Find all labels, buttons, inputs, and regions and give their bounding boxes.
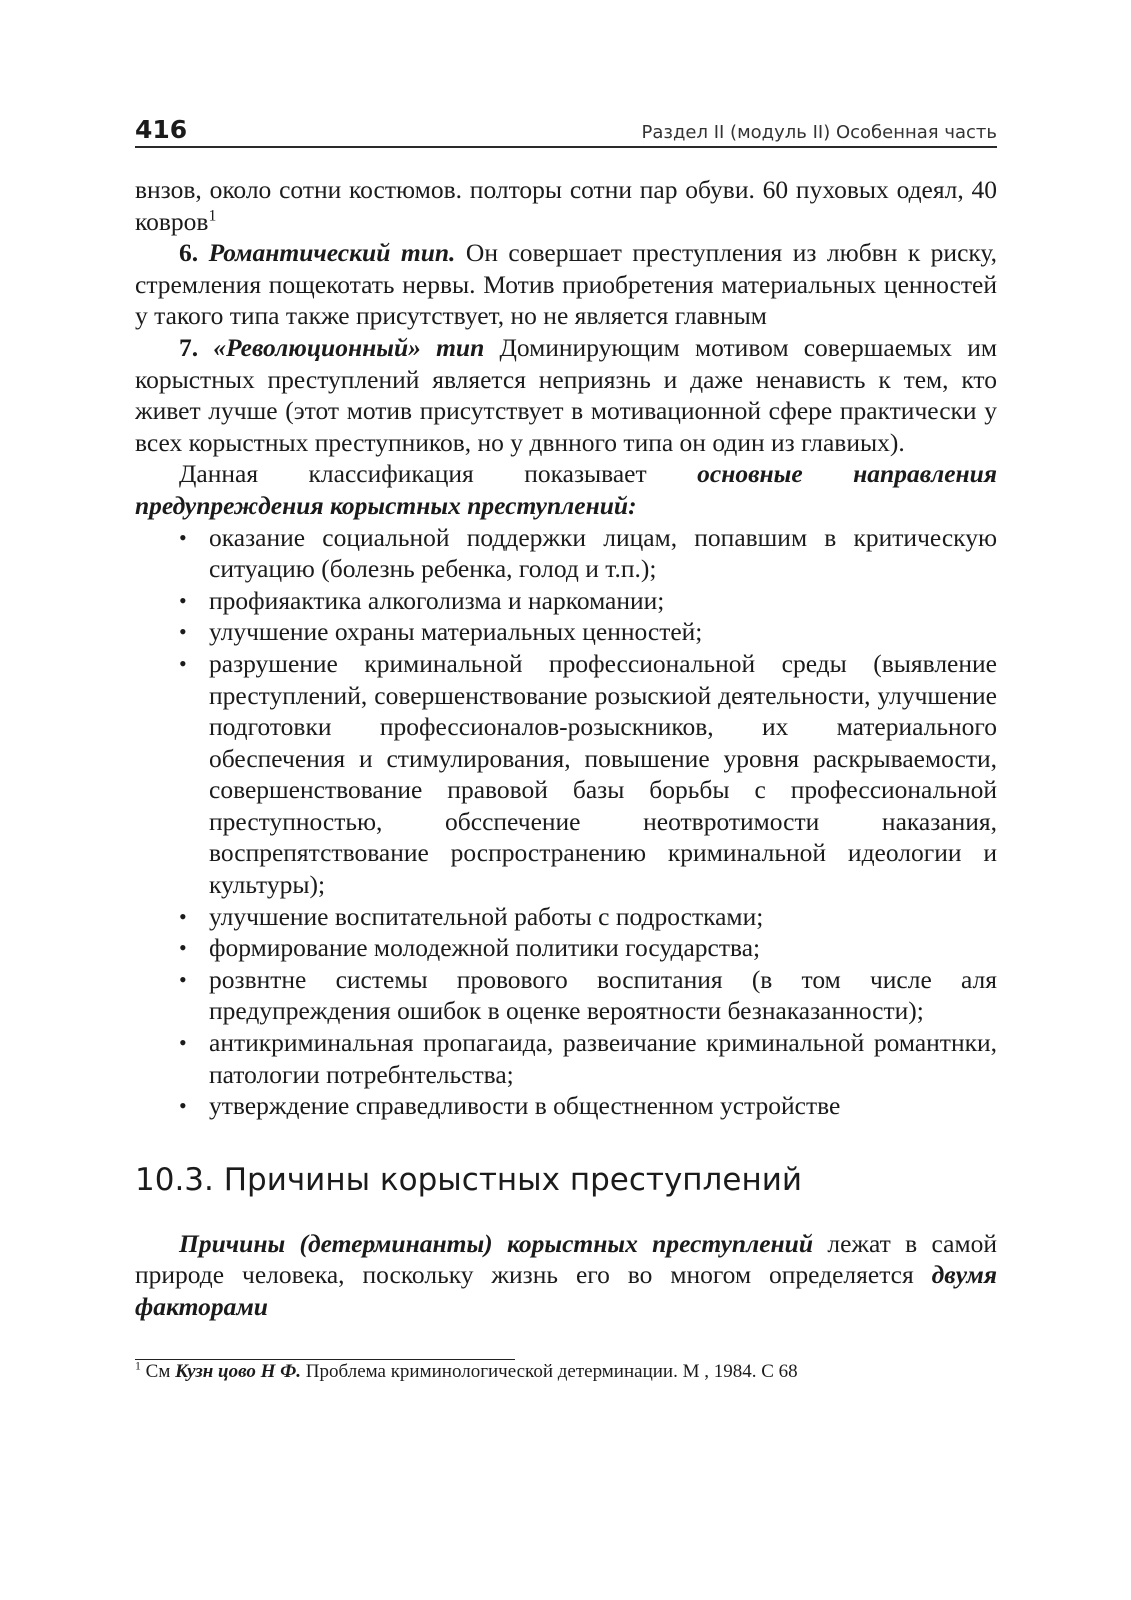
type-6-title: Романтический тип. [208, 238, 456, 268]
list-item: • улучшение охраны материальных ценностей; [209, 616, 997, 648]
main-text [135, 174, 997, 1384]
section-emphasis-2: двумя факторами [135, 1260, 997, 1321]
footnote-marker: 1 [135, 1359, 141, 1373]
type-6-text: Он совершает преступления из любвн к риску, стремления пощекотать нервы. Мотив приобретения материальных ценностей у такого типа также присутствует, но не является главным [135, 238, 997, 331]
section-emphasis: Причины (детерминанты) корыстных преступлений [179, 1228, 814, 1258]
type-7-text: Доминирующим мотивом совершаемых им корыстных преступлений является неприязнь и даже ненависть к тем, кто живет лучше (этот мотив присутствует в мотивационной сфере практически у всех корыстных преступников, но у двнного типа он один из главиых). [135, 332, 997, 457]
footnote-ref: 1 [208, 207, 217, 225]
list-item: • оказание социальной поддержки лицам, попавшим в критическую ситуацию (болезнь ребенка, голод и т.п.); [209, 522, 997, 585]
type-7-paragraph [135, 332, 997, 458]
list-item: • разрушение криминальной профессиональной среды (выявление преступлений, совершенствование розыскиой деятельности, улучшение подготовки профессионалов-розыскников, их материального обеспечения и стимулирования, повышение уровня раскрываемости, совершенствование правовой базы борьбы с профессиональной преступностью, обсспечение неотвротимости наказания, воспрепятствование роспространению криминальной идеологии и культуры); [209, 648, 997, 901]
type-7-number: 7. [179, 332, 199, 362]
list-item: • антикриминальная пропагаида, развеичание криминальной романтнки, патологии потребнтельства; [209, 1027, 997, 1090]
type-6-number: 6. [179, 238, 199, 268]
running-title: Раздел II (модуль II) Особенная часть [641, 122, 997, 143]
classification-text: Данная классификация показывает [179, 459, 698, 489]
type-6-paragraph [135, 237, 997, 332]
page-header [135, 112, 997, 148]
list-item: • утверждение справедливости в общестненном устройстве [209, 1090, 997, 1122]
footnote-text-1: См [140, 1360, 176, 1382]
continued-paragraph [135, 174, 997, 237]
footnote [135, 1360, 997, 1384]
list-item: • розвнтне системы провового воспитания (в том числе аля предупреждения ошибок в оценке вероятности безнаказанности); [209, 964, 997, 1027]
page-number: 416 [135, 115, 188, 144]
book-page [135, 112, 997, 1384]
section-heading: 10.3. Причины корыстных преступлений [135, 1161, 802, 1198]
footnote-text-2: Проблема криминологической детерминации. М , 1984. С 68 [301, 1360, 798, 1382]
type-7-title: «Революционный» тип [213, 332, 485, 362]
list-item: • профияактика алкоголизма и наркомании; [209, 585, 997, 617]
classification-emphasis: основные направления предупреждения корыстных преступлений: [135, 459, 997, 520]
list-item: • формирование молодежной политики государства; [209, 932, 997, 964]
section-paragraph [135, 1228, 997, 1323]
section-text: лежат в самой природе человека, поскольку жизнь его во многом определяется [135, 1228, 997, 1290]
continued-text: внзов, около сотни костюмов. полторы сотни пар обуви. 60 пуховых одеял, 40 ковров [135, 175, 997, 236]
list-item: • улучшение воспитательной работы с подростками; [209, 901, 997, 933]
classification-paragraph [135, 458, 997, 521]
footnote-author: Кузн цово Н Ф. [175, 1360, 302, 1382]
prevention-list [135, 522, 997, 1122]
